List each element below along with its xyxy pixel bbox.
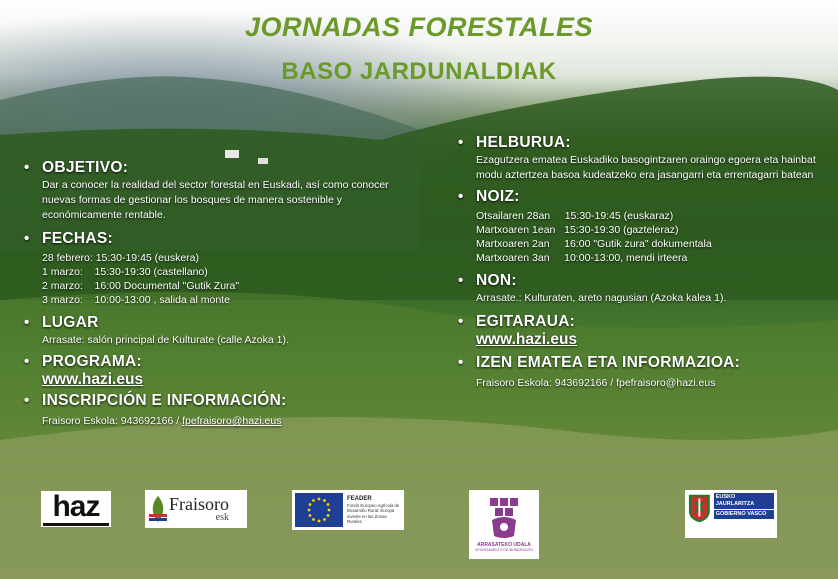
schedule-row: 1 marzo: 15:30-19:30 (castellano) (42, 266, 208, 278)
heading-helburua: • HELBURUA: (476, 133, 828, 152)
schedule-row: 28 febrero: 15:30-19:45 (euskera) (42, 252, 200, 264)
feader-text-group (347, 496, 401, 524)
section-programa (24, 352, 424, 389)
eusko-jaurlaritza-logo (685, 490, 777, 538)
schedule-row: Otsailaren 28an 15:30-19:45 (euskaraz) (476, 210, 674, 222)
schedule-fechas (42, 251, 424, 307)
eusko-text-group (714, 493, 774, 519)
section-fechas (24, 229, 424, 307)
fraisoro-text-group (169, 495, 229, 523)
section-noiz (458, 187, 828, 265)
schedule-row: Martxoaren 3an 10:00-13:00, mendi irteera (476, 252, 688, 264)
section-egitaraua (458, 312, 828, 349)
heading-noiz: • NOIZ: (476, 187, 828, 206)
text-objetivo: Dar a conocer la realidad del sector forestal en Euskadi, así como conocer nuevas formas de gestionar los bosques de manera sostenible y económicamente rentable. (42, 179, 389, 221)
heading-izen: • IZEN EMATEA ETA INFORMAZIOA: (476, 353, 828, 372)
eu-flag-icon (295, 493, 343, 527)
feader-text: Fondo Europeo Agrícola de Desarrollo Rural: Europa invierte en las Zonas Rurales (347, 503, 400, 524)
schedule-row: Martxoaren 2an 16:00 "Gutik zura" dokumentala (476, 238, 712, 250)
text-izen: Fraisoro Eskola: 943692166 / fpefraisoro@hazi.eus (476, 377, 716, 389)
section-non (458, 271, 828, 306)
basque-government-crest-icon (688, 493, 711, 523)
section-izen (458, 353, 828, 391)
section-inscripcion (24, 391, 424, 429)
right-column (458, 133, 828, 391)
arrasate-crest-icon (486, 496, 522, 540)
schedule-row: Martxoaren 1ean 15:30-19:30 (gazteleraz) (476, 224, 679, 236)
fraisoro-logo (145, 490, 247, 528)
eusko-text-es: GOBIERNO VASCO (714, 510, 774, 519)
arrasate-logo (469, 490, 539, 559)
arrasate-logo-subtext: AYUNTAMIENTO DE MONDRAGÓN (475, 548, 533, 552)
feader-title: FEADER (347, 496, 372, 503)
text-helburua: Ezagutzera ematea Euskadiko basogintzaren oraingo egoera eta hainbat modu aztertzea basoa kudeatzeko era jasangarri eta errentagarri batean (476, 154, 816, 181)
eusko-text-eu: EUSKO JAURLARITZA (714, 493, 774, 509)
hazi-logo-underline (43, 523, 109, 526)
schedule-row: 2 marzo: 16:00 Documental "Gutik Zura" (42, 280, 240, 292)
schedule-noiz (476, 209, 828, 265)
arrasate-logo-text: ARRASATEKO UDALA (477, 542, 531, 548)
title-eu: BASO JARDUNALDIAK (281, 58, 557, 85)
fraisoro-logo-subtext: esk (215, 512, 229, 523)
text-lugar: Arrasate: salón principal de Kulturate (calle Azoka 1). (42, 334, 289, 346)
feader-logo (292, 490, 404, 530)
title-es: JORNADAS FORESTALES (244, 12, 594, 42)
heading-inscripcion: • INSCRIPCIÓN E INFORMACIÓN: (42, 391, 424, 410)
hazi-logo (41, 491, 111, 527)
section-objetivo (24, 158, 424, 223)
section-helburua (458, 133, 828, 183)
fraisoro-leaf-icon (149, 494, 167, 524)
email-link[interactable]: fpefraisoro@hazi.eus (182, 415, 282, 427)
heading-egitaraua: • EGITARAUA: (476, 312, 828, 331)
heading-fechas: • FECHAS: (42, 229, 424, 248)
heading-lugar: • LUGAR (42, 313, 424, 332)
heading-non: • NON: (476, 271, 828, 290)
schedule-row: 3 marzo: 10:00-13:00 , salida al monte (42, 294, 230, 306)
section-lugar (24, 313, 424, 348)
heading-programa: • PROGRAMA: (42, 352, 424, 371)
link-egitaraua[interactable]: www.hazi.eus (476, 331, 578, 348)
text-inscripcion (42, 414, 424, 429)
left-column (24, 158, 424, 429)
phone-inscripcion: Fraisoro Eskola: 943692166 / (42, 415, 183, 427)
link-programa[interactable]: www.hazi.eus (42, 371, 144, 388)
hazi-logo-text: haz (52, 489, 100, 523)
text-non: Arrasate.: Kulturaten, areto nagusian (Azoka kalea 1). (476, 292, 727, 304)
heading-objetivo: • OBJETIVO: (42, 158, 424, 177)
fraisoro-logo-text: Fraisoro (169, 494, 229, 514)
